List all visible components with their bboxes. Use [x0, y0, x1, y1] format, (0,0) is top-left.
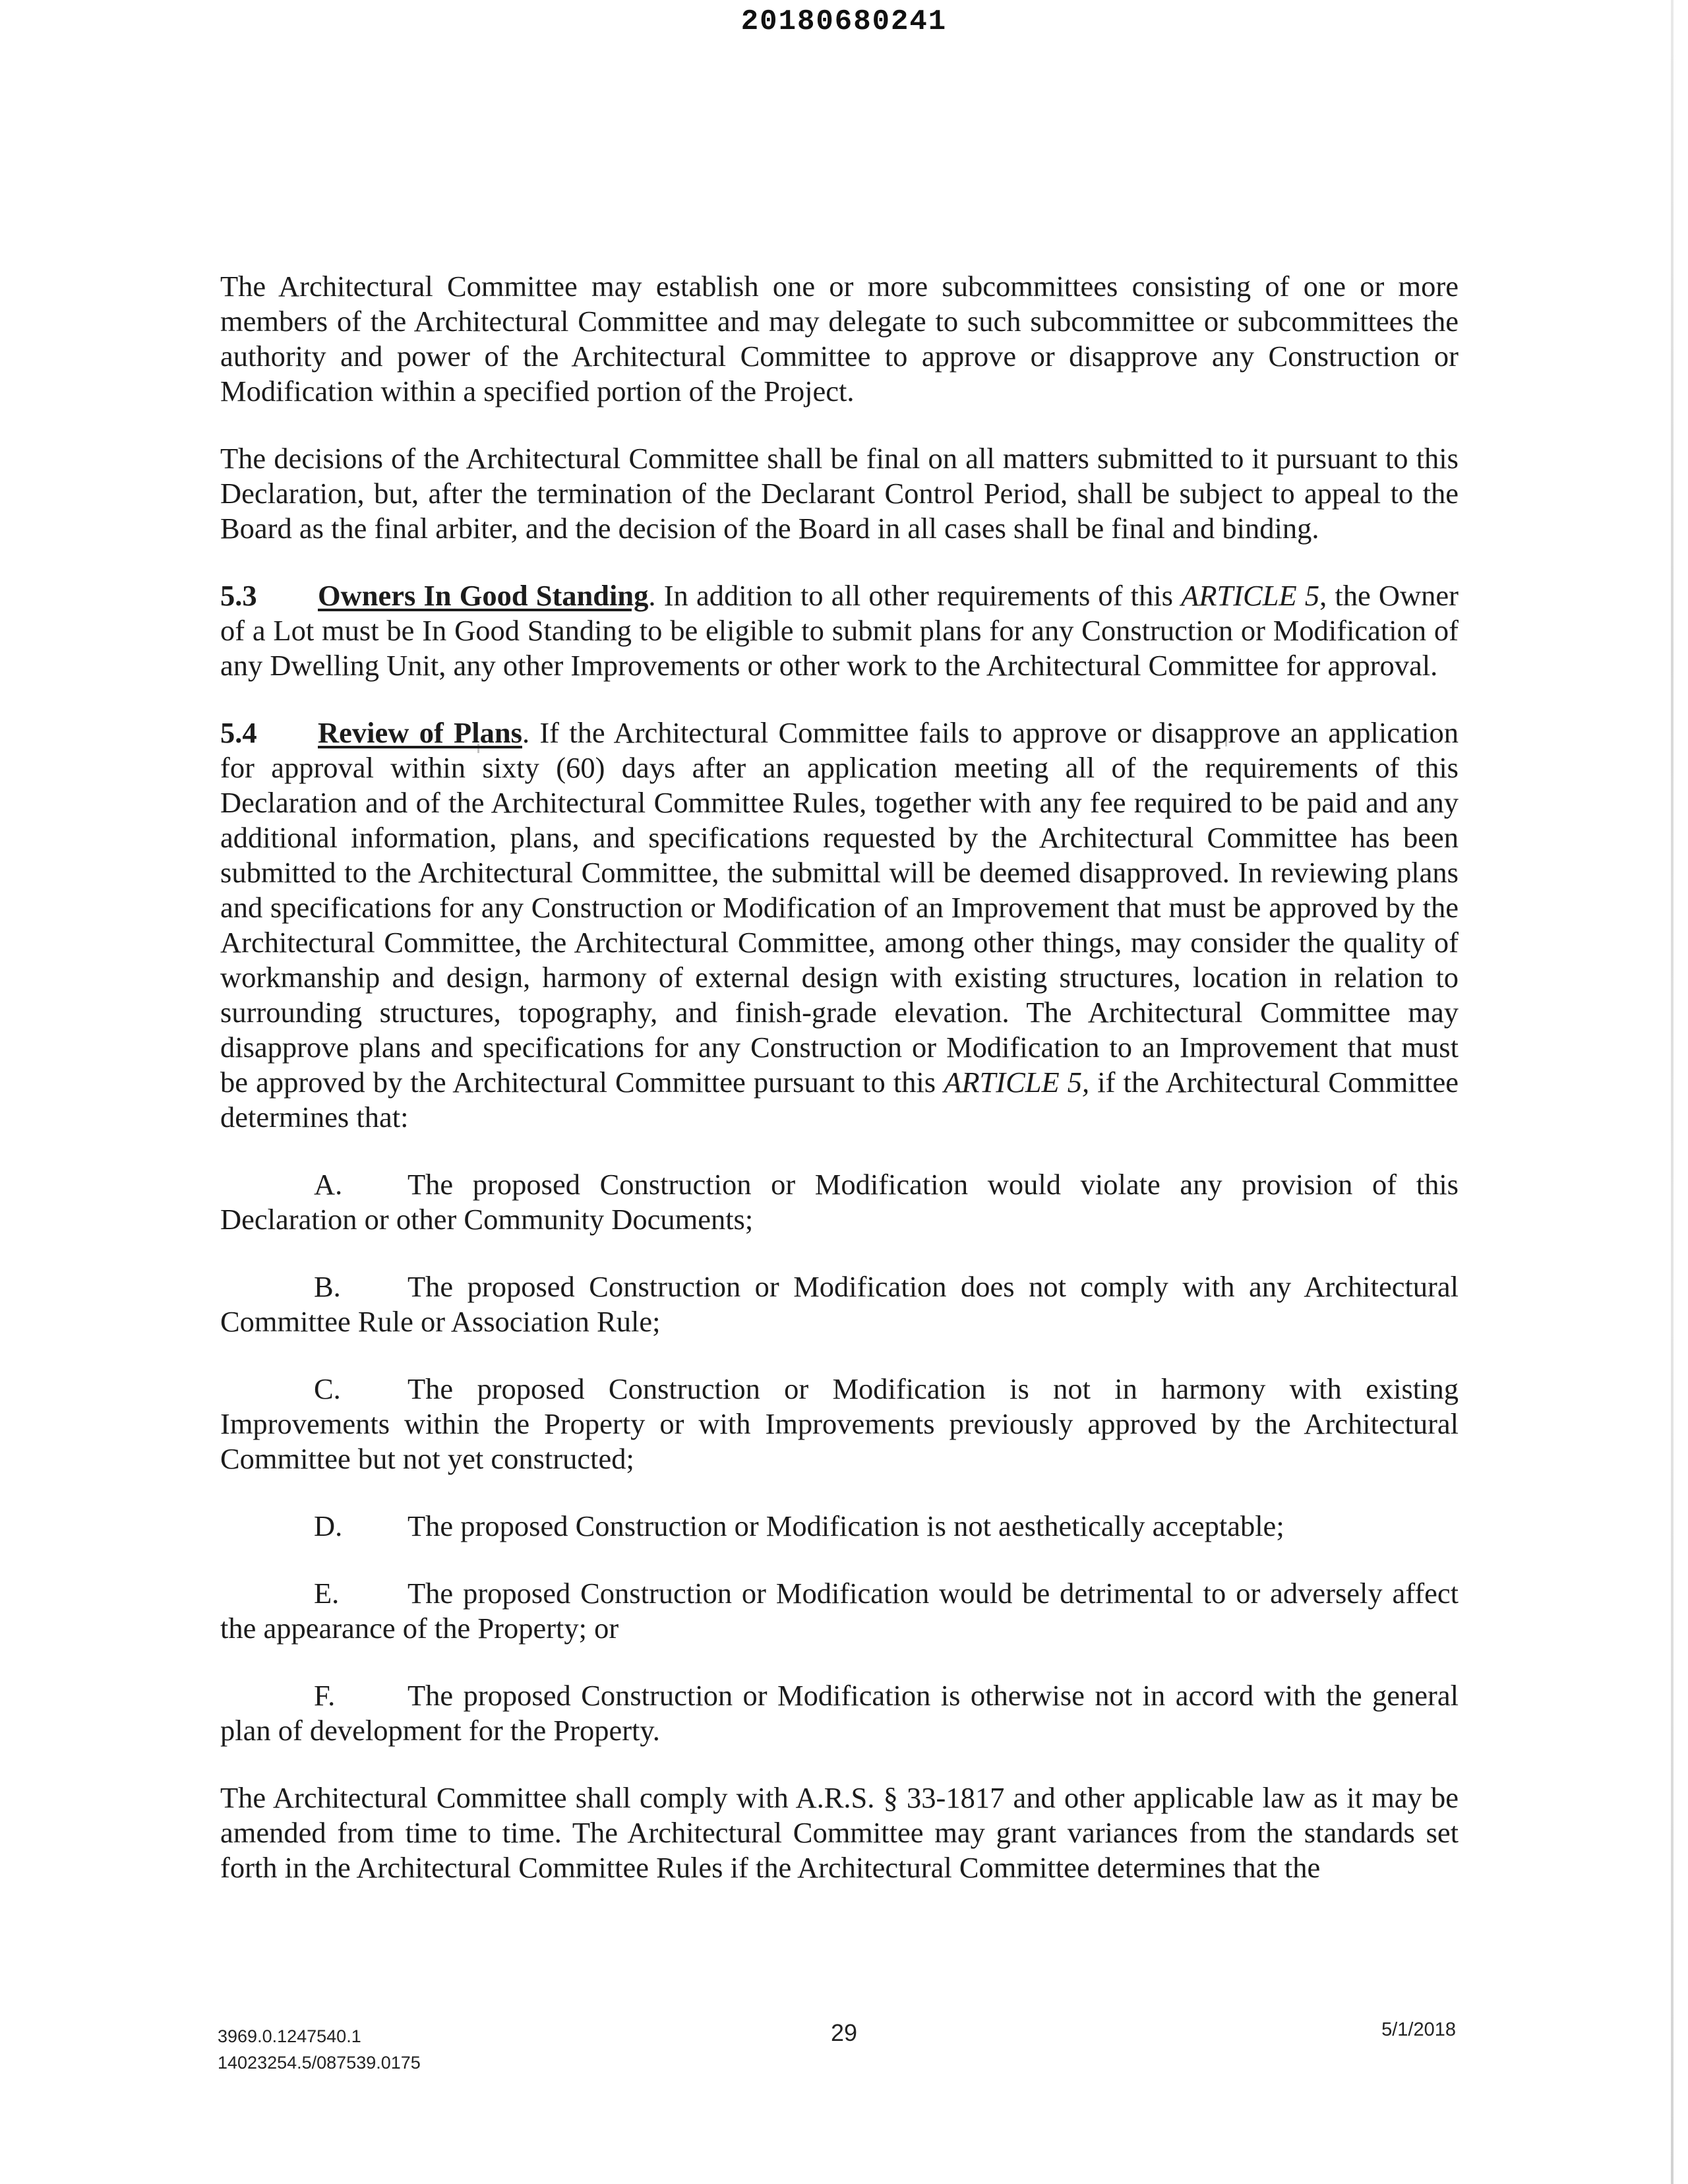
list-item: [220, 1269, 1459, 1339]
list-item-text: The proposed Construction or Modification is otherwise not in accord with the general plan of development for the Property.: [220, 1679, 1459, 1747]
section-text: , the Owner of a Lot must be In Good Standing to be eligible to submit plans for any Construction or Modification of any Dwelling Unit, any other Improvements or other work to the Architectural Committee for approval.: [220, 579, 1459, 682]
section-5-3: [220, 578, 1459, 683]
list-item: [220, 1167, 1459, 1237]
section-title: Owners In Good Standing: [318, 579, 649, 612]
list-item: [220, 1678, 1459, 1748]
section-text: if the Architectural Committee determines that:: [220, 1066, 1459, 1134]
list-item: [220, 1576, 1459, 1646]
list-item-letter: E.: [314, 1577, 340, 1610]
document-body: [220, 269, 1459, 1918]
paragraph-decisions: The decisions of the Architectural Committee shall be final on all matters submitted to it pursuant to this Declaration, but, after the termination of the Declarant Control Period, shall be subject to appeal to the Board as the final arbiter, and the decision of the Board in all cases shall be final and binding.: [220, 442, 1459, 545]
list-item: [220, 1372, 1459, 1476]
footer-doc-id: 14023254.5/087539.0175: [218, 2053, 421, 2073]
article-reference: ARTICLE 5,: [944, 1066, 1090, 1099]
footer-doc-id: 3969.0.1247540.1: [218, 2026, 361, 2046]
article-reference: ARTICLE 5: [1181, 579, 1320, 612]
section-number: 5.4: [220, 716, 257, 749]
list-item-letter: C.: [314, 1372, 341, 1405]
paragraph-subcommittees: The Architectural Committee may establish one or more subcommittees consisting of one or more members of the Architectural Committee and may delegate to such subcommittee or subcommittees the authority and power of the Architectural Committee to approve or disapprove any Construction or Modification within a specified portion of the Project.: [220, 270, 1459, 408]
section-text: . If the Architectural Committee fails to approve or disapprove an application for approval within sixty (60) days after an application meeting all of the requirements of this Declaration and of the Architectural Committee Rules, together with any fee required to be paid and any additional information, plans, and specifications requested by the Architectural Committee has been submitted to the Architectural Committee, the submittal will be deemed disapproved. In reviewing plans and specifications for any Construction or Modification of an Improvement that must be approved by the Architectural Committee, the Architectural Committee, among other things, may consider the quality of workmanship and design, harmony of external design with existing structures, location in relation to surrounding structures, topography, and finish-grade elevation. The Architectural Committee may disapprove plans and specifications for any Construction or Modification to an Improvement that must be approved by the Architectural Committee pursuant to this: [220, 716, 1459, 1099]
list-item-letter: A.: [314, 1168, 343, 1201]
list-item: [220, 1509, 1459, 1544]
paragraph-compliance: The Architectural Committee shall comply with A.R.S. § 33-1817 and other applicable law as it may be amended from time to time. The Architectural Committee may grant variances from the standards set forth in the Architectural Committee Rules if the Architectural Committee determines that the: [220, 1781, 1459, 1884]
section-5-4: [220, 715, 1459, 1135]
list-item-text: The proposed Construction or Modification does not comply with any Architectural Committee Rule or Association Rule;: [220, 1270, 1459, 1338]
footer-date: 5/1/2018: [1381, 2019, 1456, 2040]
section-number: 5.3: [220, 579, 257, 612]
list-item-letter: F.: [314, 1679, 336, 1712]
recording-number: 20180680241: [740, 5, 948, 38]
list-item-letter: B.: [314, 1270, 341, 1303]
section-text: . In addition to all other requirements of this: [648, 579, 1182, 612]
list-item-letter: D.: [314, 1509, 343, 1542]
scan-edge: [1671, 0, 1673, 2184]
list-item-text: The proposed Construction or Modification is not in harmony with existing Improvements within the Property or with Improvements previously approved by the Architectural Committee but not yet constructed;: [220, 1372, 1459, 1475]
list-item-text: The proposed Construction or Modification is not aesthetically acceptable;: [407, 1509, 1284, 1542]
section-title: Review of Plans: [318, 716, 522, 749]
list-item-text: The proposed Construction or Modification would be detrimental to or adversely affect the appearance of the Property; or: [220, 1577, 1459, 1645]
page-number: 29: [830, 2019, 858, 2046]
list-item-text: The proposed Construction or Modification would violate any provision of this Declaration or other Community Documents;: [220, 1168, 1459, 1236]
